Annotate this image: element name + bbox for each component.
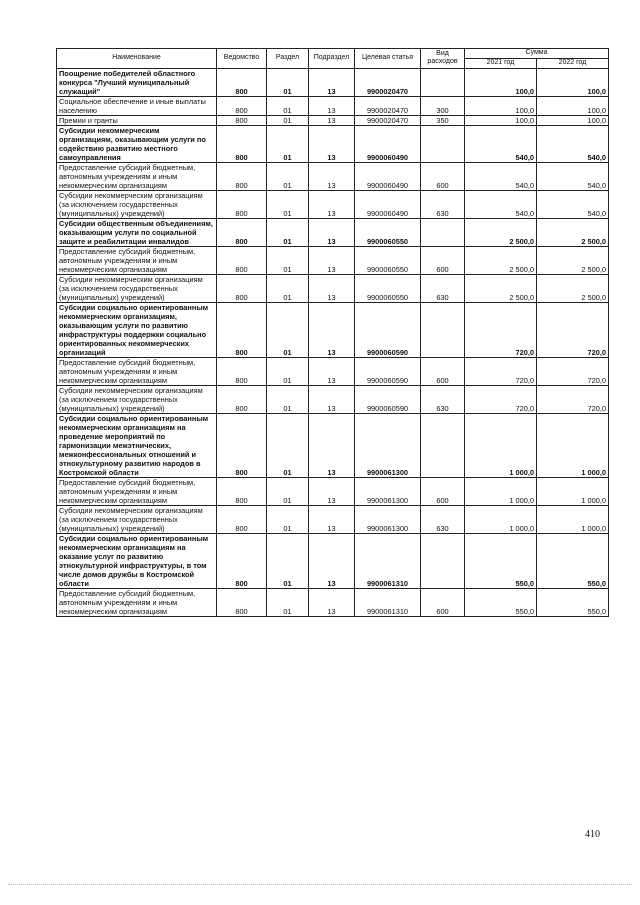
row-vedomstvo: 800 <box>217 68 267 96</box>
row-target-article: 9900061310 <box>355 533 421 588</box>
row-sum-2021: 100,0 <box>465 115 537 125</box>
row-sum-2021: 2 500,0 <box>465 218 537 246</box>
row-expense-type <box>421 413 465 477</box>
row-sum-2021: 2 500,0 <box>465 246 537 274</box>
row-sum-2021: 100,0 <box>465 68 537 96</box>
row-razdel: 01 <box>267 190 309 218</box>
row-razdel: 01 <box>267 413 309 477</box>
row-sum-2021: 720,0 <box>465 357 537 385</box>
table-row <box>57 302 609 357</box>
row-podrazdel: 13 <box>309 505 355 533</box>
row-name: Субсидии социально ориентированным некоммерческим организациям, оказывающим услуги по развитию инфраструктуры поддержки социально ориентированных некоммерческих организаций <box>57 302 217 357</box>
table-row <box>57 588 609 616</box>
row-vedomstvo: 800 <box>217 190 267 218</box>
header-razdel: Раздел <box>267 49 309 69</box>
row-razdel: 01 <box>267 477 309 505</box>
row-expense-type: 600 <box>421 162 465 190</box>
row-razdel: 01 <box>267 274 309 302</box>
header-summa: Сумма <box>465 49 609 59</box>
header-vedomstvo: Ведомство <box>217 49 267 69</box>
row-expense-type: 600 <box>421 477 465 505</box>
header-target-article: Целевая статья <box>355 49 421 69</box>
row-razdel: 01 <box>267 505 309 533</box>
row-podrazdel: 13 <box>309 218 355 246</box>
row-target-article: 9900061300 <box>355 413 421 477</box>
row-name: Предоставление субсидий бюджетным, автономным учреждениям и иным некоммерческим организациям <box>57 477 217 505</box>
row-name: Предоставление субсидий бюджетным, автономным учреждениям и иным некоммерческим организациям <box>57 162 217 190</box>
header-year-2022: 2022 год <box>537 59 609 69</box>
row-target-article: 9900060490 <box>355 125 421 162</box>
row-sum-2021: 2 500,0 <box>465 274 537 302</box>
row-sum-2021: 540,0 <box>465 190 537 218</box>
row-expense-type: 630 <box>421 190 465 218</box>
row-expense-type: 350 <box>421 115 465 125</box>
row-target-article: 9900060590 <box>355 302 421 357</box>
row-name: Субсидии некоммерческим организациям, оказывающим услуги по содействию развитию местного самоуправления <box>57 125 217 162</box>
row-sum-2022: 720,0 <box>537 385 609 413</box>
table-row <box>57 385 609 413</box>
row-expense-type: 600 <box>421 588 465 616</box>
row-sum-2022: 550,0 <box>537 533 609 588</box>
row-sum-2022: 1 000,0 <box>537 505 609 533</box>
row-expense-type <box>421 533 465 588</box>
table-row <box>57 357 609 385</box>
row-razdel: 01 <box>267 125 309 162</box>
row-expense-type <box>421 302 465 357</box>
row-sum-2022: 100,0 <box>537 68 609 96</box>
header-name: Наименование <box>57 49 217 69</box>
row-podrazdel: 13 <box>309 477 355 505</box>
row-sum-2022: 1 000,0 <box>537 477 609 505</box>
row-name: Предоставление субсидий бюджетным, автономным учреждениям и иным некоммерческим организациям <box>57 357 217 385</box>
row-podrazdel: 13 <box>309 125 355 162</box>
row-name: Поощрение победителей областного конкурса "Лучший муниципальный служащий" <box>57 68 217 96</box>
row-sum-2021: 550,0 <box>465 533 537 588</box>
row-target-article: 9900060550 <box>355 274 421 302</box>
row-sum-2022: 2 500,0 <box>537 218 609 246</box>
table-row <box>57 115 609 125</box>
table-row <box>57 96 609 115</box>
row-razdel: 01 <box>267 357 309 385</box>
row-podrazdel: 13 <box>309 533 355 588</box>
row-name: Субсидии социально ориентированным некоммерческим организациям на проведение мероприятий по гармонизации межэтнических, межконфессиональных отношений и этнокультурному развитию народов в Костромской области <box>57 413 217 477</box>
row-sum-2022: 540,0 <box>537 162 609 190</box>
row-sum-2021: 550,0 <box>465 588 537 616</box>
row-sum-2021: 720,0 <box>465 385 537 413</box>
row-target-article: 9900020470 <box>355 96 421 115</box>
row-target-article: 9900060590 <box>355 357 421 385</box>
row-name: Субсидии социально ориентированным некоммерческим организациям на оказание услуг по развитию этнокультурной инфраструктуры, в том числе домов дружбы в Костромской области <box>57 533 217 588</box>
row-podrazdel: 13 <box>309 413 355 477</box>
row-target-article: 9900060550 <box>355 246 421 274</box>
row-target-article: 9900061300 <box>355 505 421 533</box>
budget-table <box>56 48 609 617</box>
header-year-2021: 2021 год <box>465 59 537 69</box>
row-podrazdel: 13 <box>309 274 355 302</box>
row-vedomstvo: 800 <box>217 505 267 533</box>
row-vedomstvo: 800 <box>217 162 267 190</box>
row-target-article: 9900060590 <box>355 385 421 413</box>
row-razdel: 01 <box>267 96 309 115</box>
table-row <box>57 477 609 505</box>
row-vedomstvo: 800 <box>217 588 267 616</box>
row-expense-type <box>421 125 465 162</box>
table-row <box>57 218 609 246</box>
row-expense-type: 300 <box>421 96 465 115</box>
row-vedomstvo: 800 <box>217 96 267 115</box>
page-number: 410 <box>585 829 600 840</box>
row-target-article: 9900060490 <box>355 162 421 190</box>
row-razdel: 01 <box>267 533 309 588</box>
header-expense-type: Вид расходов <box>421 49 465 69</box>
row-expense-type: 630 <box>421 505 465 533</box>
row-podrazdel: 13 <box>309 68 355 96</box>
footer-divider <box>8 884 632 885</box>
table-row <box>57 125 609 162</box>
row-podrazdel: 13 <box>309 162 355 190</box>
row-sum-2021: 720,0 <box>465 302 537 357</box>
row-podrazdel: 13 <box>309 96 355 115</box>
row-podrazdel: 13 <box>309 190 355 218</box>
row-expense-type: 600 <box>421 246 465 274</box>
row-vedomstvo: 800 <box>217 477 267 505</box>
row-expense-type <box>421 218 465 246</box>
row-target-article: 9900060550 <box>355 218 421 246</box>
row-razdel: 01 <box>267 385 309 413</box>
row-expense-type: 630 <box>421 385 465 413</box>
row-name: Субсидии некоммерческим организациям (за исключением государственных (муниципальных) учреждений) <box>57 190 217 218</box>
row-sum-2021: 1 000,0 <box>465 477 537 505</box>
row-vedomstvo: 800 <box>217 385 267 413</box>
row-sum-2022: 550,0 <box>537 588 609 616</box>
row-expense-type: 630 <box>421 274 465 302</box>
table-row <box>57 413 609 477</box>
table-row <box>57 68 609 96</box>
row-name: Предоставление субсидий бюджетным, автономным учреждениям и иным некоммерческим организациям <box>57 588 217 616</box>
table-row <box>57 162 609 190</box>
row-podrazdel: 13 <box>309 385 355 413</box>
row-sum-2021: 1 000,0 <box>465 505 537 533</box>
row-vedomstvo: 800 <box>217 218 267 246</box>
row-sum-2022: 1 000,0 <box>537 413 609 477</box>
row-sum-2022: 540,0 <box>537 125 609 162</box>
row-target-article: 9900061310 <box>355 588 421 616</box>
row-target-article: 9900060490 <box>355 190 421 218</box>
row-sum-2021: 1 000,0 <box>465 413 537 477</box>
row-vedomstvo: 800 <box>217 357 267 385</box>
row-name: Премии и гранты <box>57 115 217 125</box>
row-razdel: 01 <box>267 588 309 616</box>
row-razdel: 01 <box>267 162 309 190</box>
row-name: Субсидии некоммерческим организациям (за исключением государственных (муниципальных) учреждений) <box>57 385 217 413</box>
row-name: Субсидии общественным объединениям, оказывающим услуги по социальной защите и реабилитации инвалидов <box>57 218 217 246</box>
row-sum-2022: 2 500,0 <box>537 274 609 302</box>
row-vedomstvo: 800 <box>217 533 267 588</box>
row-sum-2022: 2 500,0 <box>537 246 609 274</box>
table-row <box>57 246 609 274</box>
row-razdel: 01 <box>267 246 309 274</box>
row-expense-type: 600 <box>421 357 465 385</box>
row-expense-type <box>421 68 465 96</box>
row-name: Субсидии некоммерческим организациям (за исключением государственных (муниципальных) учреждений) <box>57 274 217 302</box>
row-podrazdel: 13 <box>309 115 355 125</box>
row-sum-2022: 720,0 <box>537 357 609 385</box>
row-target-article: 9900061300 <box>355 477 421 505</box>
row-vedomstvo: 800 <box>217 413 267 477</box>
row-sum-2022: 100,0 <box>537 115 609 125</box>
table-body <box>57 68 609 616</box>
row-podrazdel: 13 <box>309 246 355 274</box>
row-sum-2021: 100,0 <box>465 96 537 115</box>
row-vedomstvo: 800 <box>217 125 267 162</box>
row-podrazdel: 13 <box>309 357 355 385</box>
row-vedomstvo: 800 <box>217 246 267 274</box>
table-row <box>57 505 609 533</box>
row-vedomstvo: 800 <box>217 302 267 357</box>
row-name: Предоставление субсидий бюджетным, автономным учреждениям и иным некоммерческим организациям <box>57 246 217 274</box>
row-sum-2022: 720,0 <box>537 302 609 357</box>
table-row <box>57 274 609 302</box>
table-row <box>57 533 609 588</box>
row-razdel: 01 <box>267 218 309 246</box>
row-razdel: 01 <box>267 302 309 357</box>
row-vedomstvo: 800 <box>217 274 267 302</box>
row-sum-2022: 540,0 <box>537 190 609 218</box>
row-razdel: 01 <box>267 115 309 125</box>
header-podrazdel: Подраздел <box>309 49 355 69</box>
row-sum-2022: 100,0 <box>537 96 609 115</box>
row-razdel: 01 <box>267 68 309 96</box>
row-vedomstvo: 800 <box>217 115 267 125</box>
table-row <box>57 190 609 218</box>
row-sum-2021: 540,0 <box>465 162 537 190</box>
row-sum-2021: 540,0 <box>465 125 537 162</box>
row-name: Социальное обеспечение и иные выплаты населению <box>57 96 217 115</box>
row-podrazdel: 13 <box>309 302 355 357</box>
row-podrazdel: 13 <box>309 588 355 616</box>
row-target-article: 9900020470 <box>355 115 421 125</box>
row-name: Субсидии некоммерческим организациям (за исключением государственных (муниципальных) учреждений) <box>57 505 217 533</box>
row-target-article: 9900020470 <box>355 68 421 96</box>
